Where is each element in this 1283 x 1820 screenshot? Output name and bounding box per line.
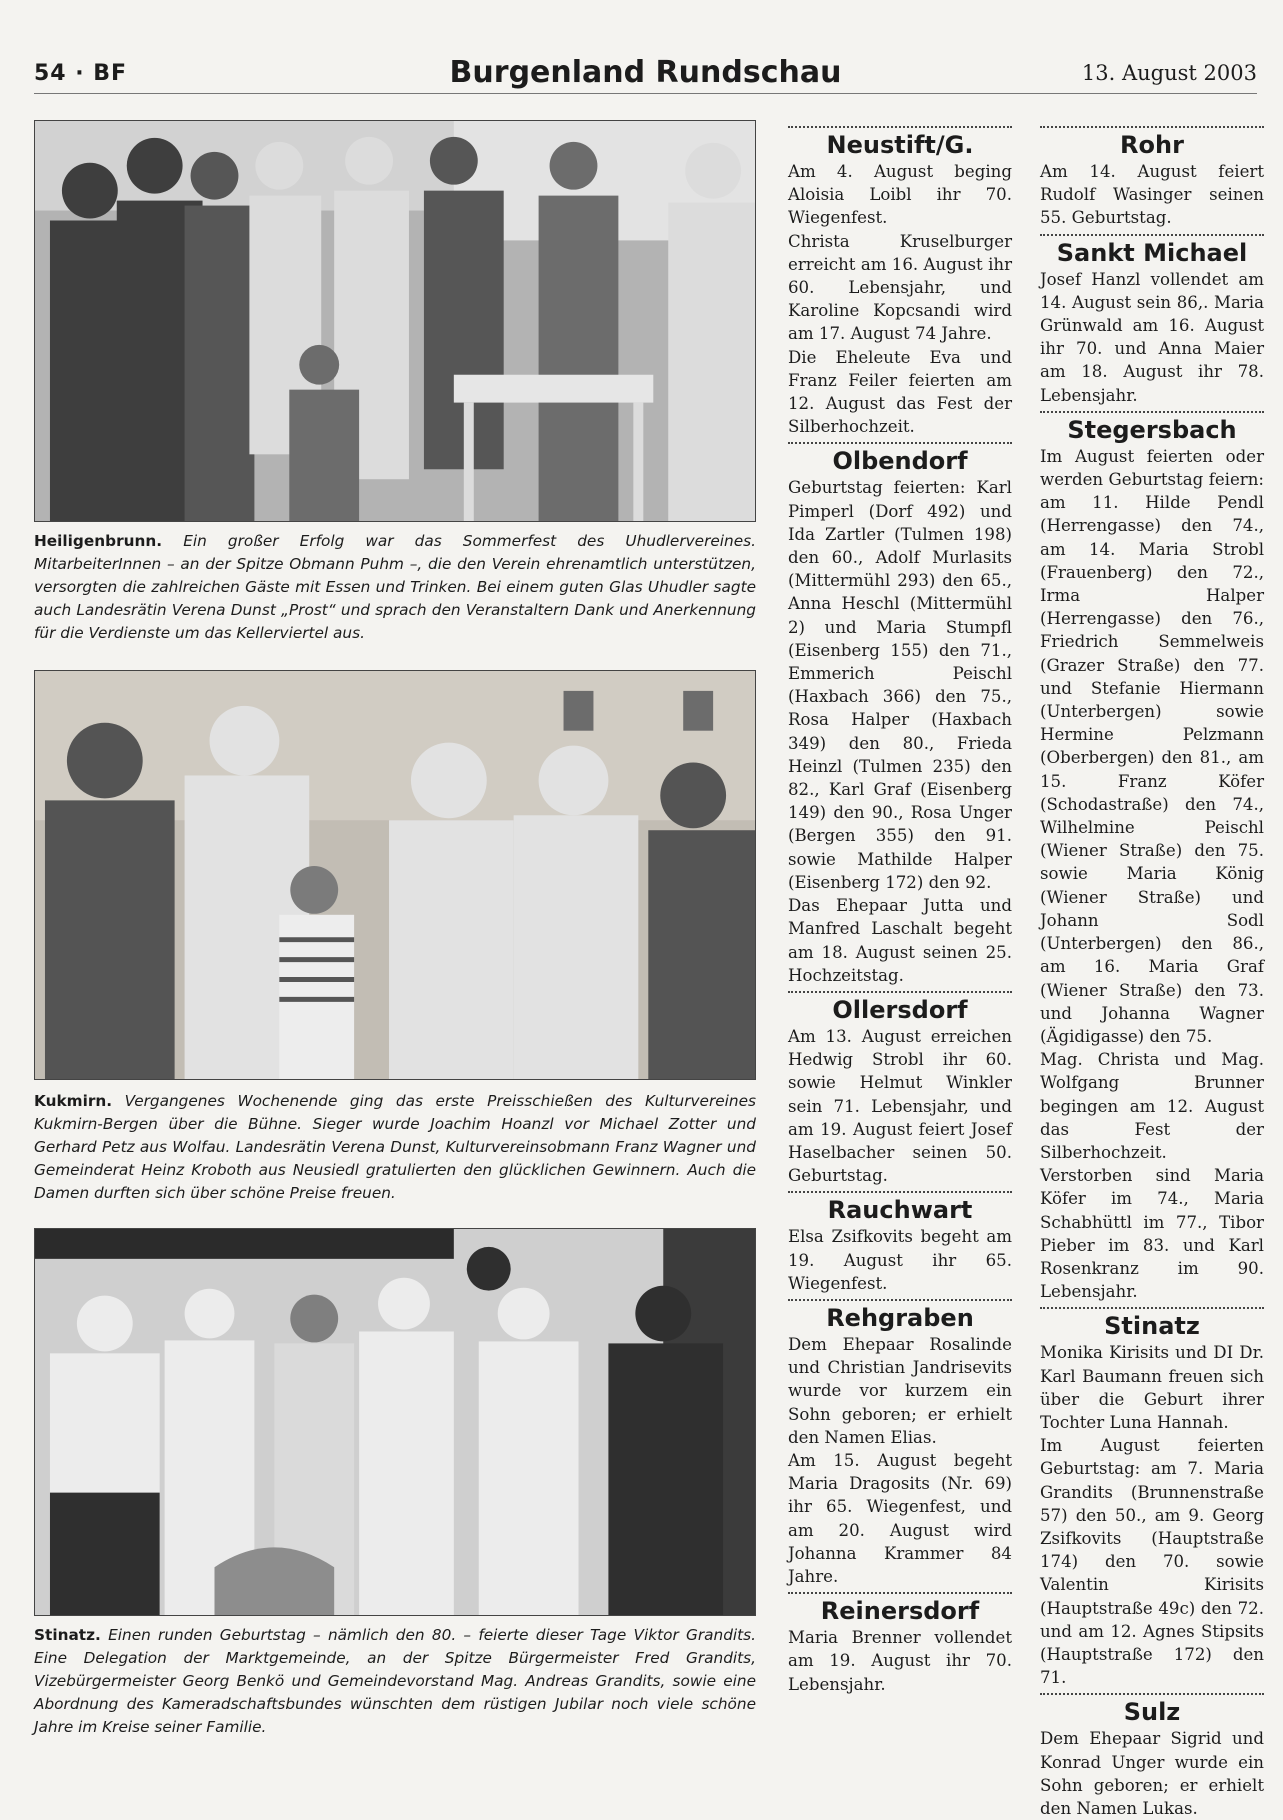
section-rohr: [1040, 126, 1264, 230]
news-column-2: [1040, 124, 1264, 1820]
section-text: Am 4. August beging Aloisia Loibl ihr 70. Wiegenfest. Christa Kruselburger erreicht am 16. August ihr 60. Lebensjahr, und Karoline Kopcsandi wird am 17. August 74 Jahre. Die Eheleute Eva und Franz Feiler feierten am 12. August das Fest der Silberhochzeit.: [788, 162, 1012, 437]
section-title: Rohr: [1120, 131, 1184, 159]
caption-text: Einen runden Geburtstag – nämlich den 80. – feierte dieser Tage Viktor Grandits. Eine Delegation der Marktgemeinde, an der Spitze Bürgermeister Fred Grandits, Vizebürgermeister Georg Benkö und Gemeindevorstand Mag. Andreas Grandits, sowie eine Abordnung des Kameradschaftsbundes wünschten dem rüstigen Jubilar noch viele schöne Jahre im Kreise seiner Familie.: [34, 1626, 756, 1736]
dotted-divider: [1040, 1307, 1264, 1309]
photo-heiligenbrunn: [34, 120, 756, 522]
section-title: Stegersbach: [1067, 415, 1237, 444]
section-title: Reinersdorf: [820, 1597, 980, 1626]
section-text: Maria Brenner vollendet am 19. August ihr 70. Lebensjahr.: [788, 1628, 1012, 1694]
section-title: Rehgraben: [826, 1303, 974, 1332]
section-olbendorf: [788, 442, 1012, 986]
section-sankt-michael: [1040, 234, 1264, 407]
dotted-divider: [788, 1299, 1012, 1301]
caption-stinatz: [34, 1624, 756, 1739]
section-title: Stinatz: [1104, 1312, 1200, 1341]
section-text: Monika Kirisits und DI Dr. Karl Baumann freuen sich über die Geburt ihrer Tochter Luna Hannah. Im August feierten Geburtstag: am 7. Maria Grandits (Brunnenstraße 57) den 50., am 9. Georg Zsifkovits (Hauptstraße 174) den 70. sowie Valentin Kirisits (Hauptstraße 49c) den 72. und am 12. Agnes Stipsits (Hauptstraße 172) den 71.: [1040, 1343, 1264, 1688]
section-title: Ollersdorf: [832, 995, 968, 1024]
section-title: Sankt Michael: [1056, 238, 1248, 267]
page-number: 54 · BF: [34, 61, 128, 86]
section-neustift: [788, 126, 1012, 438]
section-title: Olbendorf: [832, 447, 968, 476]
photo-stinatz: [34, 1228, 756, 1616]
section-sulz: [1040, 1693, 1264, 1820]
section-title: Sulz: [1123, 1698, 1181, 1727]
section-rauchwart: [788, 1191, 1012, 1295]
section-stegersbach: [1040, 411, 1264, 1304]
section-stinatz: [1040, 1307, 1264, 1689]
dotted-divider: [788, 442, 1012, 444]
section-text: Am 14. August feiert Rudolf Wasinger seinen 55. Geburtstag.: [1040, 162, 1264, 228]
dotted-divider: [1040, 234, 1264, 236]
dotted-divider: [1040, 126, 1264, 128]
news-column-1: [788, 124, 1012, 1696]
dotted-divider: [1040, 411, 1264, 413]
section-text: Geburtstag feierten: Karl Pimperl (Dorf 492) und Ida Zartler (Tulmen 198) den 60., Adolf Murlasits (Mittermühl 293) den 65., Anna Heschl (Mittermühl 2) und Maria Stumpfl (Eisenberg 155) den 71., Emmerich Peischl (Haxbach 366) den 75., Rosa Halper (Haxbach 349) den 80., Frieda Heinzl (Tulmen 235) den 82., Karl Graf (Eisenberg 149) den 90., Rosa Unger (Bergen 355) den 91. sowie Mathilde Halper (Eisenberg 172) den 92. Das Ehepaar Jutta und Manfred Laschalt begeht am 18. August seinen 25. Hochzeitstag.: [788, 478, 1012, 985]
section-text: Josef Hanzl vollendet am 14. August sein 86,. Maria Grünwald am 16. August ihr 70. und Anna Maier am 18. August ihr 78. Lebensjahr.: [1040, 269, 1264, 405]
section-reinersdorf: [788, 1592, 1012, 1696]
section-text: Am 13. August erreichen Hedwig Strobl ihr 60. sowie Helmut Winkler sein 71. Lebensjahr, und am 19. August feiert Josef Haselbacher seinen 50. Geburtstag.: [788, 1026, 1012, 1186]
section-text: Dem Ehepaar Sigrid und Konrad Unger wurde ein Sohn geboren; er erhielt den Namen Lukas.: [1040, 1729, 1264, 1818]
dotted-divider: [788, 126, 1012, 128]
caption-place: Stinatz.: [34, 1626, 101, 1644]
section-title: Neustift/G.: [826, 131, 974, 159]
caption-place: Heiligenbrunn.: [34, 532, 163, 550]
dotted-divider: [788, 1592, 1012, 1594]
caption-place: Kukmirn.: [34, 1092, 113, 1110]
issue-date: 13. August 2003: [1081, 61, 1257, 85]
section-text: Im August feierten oder werden Geburtstag feiern: am 11. Hilde Pendl (Herrengasse) den 74., am 14. Maria Strobl (Frauenberg) den 72., Irma Halper (Herrengasse) den 76., Friedrich Semmelweis (Grazer Straße) den 77. und Stefanie Hiermann (Unterbergen) sowie Hermine Pelzmann (Oberbergen) den 81., am 15. Franz Köfer (Schodastraße) den 74., Wilhelmine Peischl (Wiener Straße) den 75. sowie Maria König (Wiener Straße) und Johann Sodl (Unterbergen) den 86., am 16. Maria Graf (Wiener Straße) den 73. und Johanna Wagner (Ägidigasse) den 75. Mag. Christa und Mag. Wolfgang Brunner begingen am 12. August das Fest der Silberhochzeit. Verstorben sind Maria Köfer im 74., Maria Schabhüttl im 77., Tibor Pieber im 83. und Karl Rosenkranz im 90. Lebensjahr.: [1040, 446, 1264, 1302]
page-header: [34, 55, 1257, 94]
section-rehgraben: [788, 1299, 1012, 1588]
dotted-divider: [788, 1191, 1012, 1193]
dotted-divider: [788, 991, 1012, 993]
caption-text: Ein großer Erfolg war das Sommerfest des Uhudlervereines. MitarbeiterInnen – an der Spitze Obmann Puhm –, die den Verein ehrenamtlich unterstützen, versorgten die zahlreichen Gäste mit Essen und Trinken. Bei einem guten Glas Uhudler sagte auch Landesrätin Verena Dunst „Prost“ und sprach den Veranstaltern Dank und Anerkennung für die Verdienste um das Kellerviertel aus.: [34, 532, 756, 642]
caption-heiligenbrunn: [34, 530, 756, 645]
section-text: Elsa Zsifkovits begeht am 19. August ihr 65. Wiegenfest.: [788, 1227, 1012, 1293]
caption-text: Vergangenes Wochenende ging das erste Preisschießen des Kulturvereines Kukmirn-Bergen über die Bühne. Sieger wurde Joachim Hoanzl vor Michael Zotter und Gerhard Petz aus Wolfau. Landesrätin Verena Dunst, Kulturvereinsobmann Franz Wagner und Gemeinderat Heinz Kroboth aus Neusiedl gratulierten den glücklichen Gewinnern. Auch die Damen durften sich über schöne Preise freuen.: [34, 1092, 756, 1202]
caption-kukmirn: [34, 1090, 756, 1205]
publication-title: Burgenland Rundschau: [449, 55, 842, 90]
section-text: Dem Ehepaar Rosalinde und Christian Jandrisevits wurde vor kurzem ein Sohn geboren; er erhielt den Namen Elias. Am 15. August begeht Maria Dragosits (Nr. 69) ihr 65. Wiegenfest, und am 20. August wird Johanna Krammer 84 Jahre.: [788, 1334, 1012, 1586]
section-ollersdorf: [788, 991, 1012, 1187]
dotted-divider: [1040, 1693, 1264, 1695]
section-title: Rauchwart: [827, 1196, 973, 1225]
photo-kukmirn: [34, 670, 756, 1080]
